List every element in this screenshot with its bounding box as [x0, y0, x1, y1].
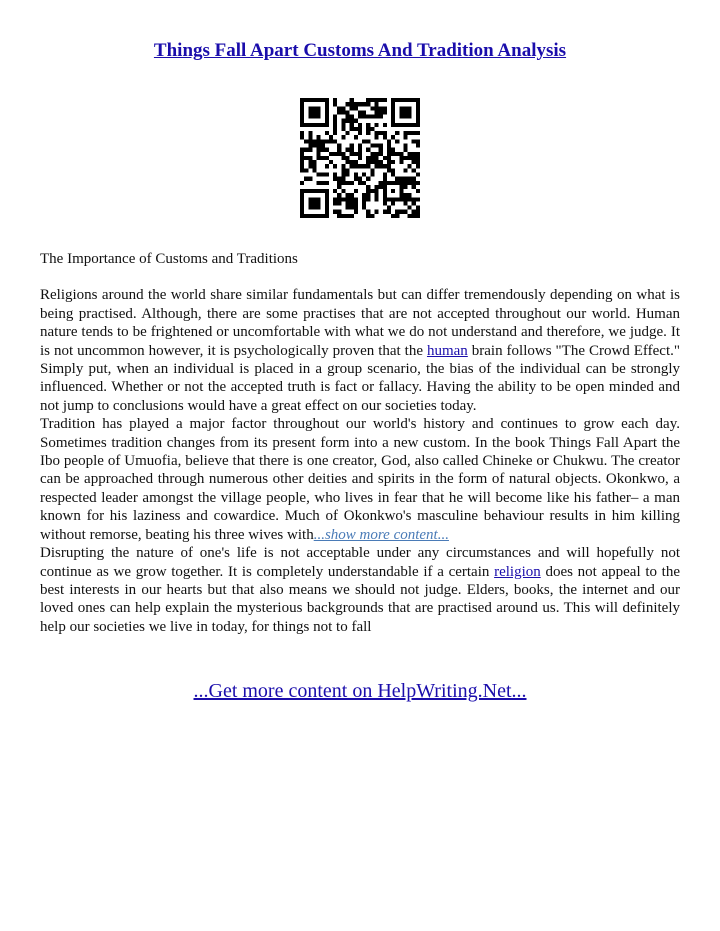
- paragraph-3: [40, 544, 680, 636]
- paragraph-3-text-b: does not appeal to the best interests in our hearts but that also means we should not judge. Elders, books, the internet and our loved ones can help explain the mysterious backgrounds that are practised around us. This will definitely help our societies we live in today, for things not to fall: [40, 563, 681, 635]
- human-link[interactable]: human: [426, 342, 468, 359]
- qr-code-icon: [300, 98, 420, 218]
- show-more-link[interactable]: ...show more content...: [313, 526, 449, 543]
- paragraph-2-text: Tradition has played a major factor throughout our world's history and continues to grow each day. Sometimes tradition changes from its present form into a new custom. In the book Things Fall Apart the Ibo people of Umuofia, believe that there is one creator, God, also called Chineke or Chukwu. The creator can be approached through numerous other deities and spirits in the form of natural objects. Okonkwo, a respected leader amongst the village people, who lives in fear that he will become like his father– a man known for his laziness and cowardice. Much of Okonkwo's masculine behaviour results in him killing without remorse, beating his three wives with: [40, 416, 680, 543]
- section-heading: The Importance of Customs and Traditions: [40, 251, 298, 267]
- paragraph-1-text-a: Religions around the world share similar fundamentals but can differ tremendously depending on what is being practised. Although, there are some practises that are not accepted throughout our world. Human nature tends to be frightened or uncomfortable with what we do not understand and therefore, we judge. It is not uncommon however, it is psychologically proven that the: [40, 287, 680, 359]
- document-body: [40, 250, 680, 636]
- get-more-content-link[interactable]: ...Get more content on HelpWriting.Net...: [193, 680, 527, 702]
- religion-link[interactable]: religion: [494, 563, 541, 580]
- paragraph-2: [40, 415, 680, 544]
- paragraph-3-text-a: Disrupting the nature of one's life is not acceptable under any circumstances and will hopefully not continue as we grow together. It is completely understandable if a certain: [40, 545, 680, 580]
- document-title-link[interactable]: Things Fall Apart Customs And Tradition Analysis: [153, 40, 567, 61]
- paragraph-1-text-b: brain follows "The Crowd Effect." Simply put, when an individual is placed in a group scenario, the bias of the individual can be strongly influenced. Whether or not the accepted truth is fact or fallacy. Having the ability to be open minded and not jump to conclusions would have a great effect on our societies today.: [40, 342, 680, 414]
- paragraph-1: [40, 286, 680, 415]
